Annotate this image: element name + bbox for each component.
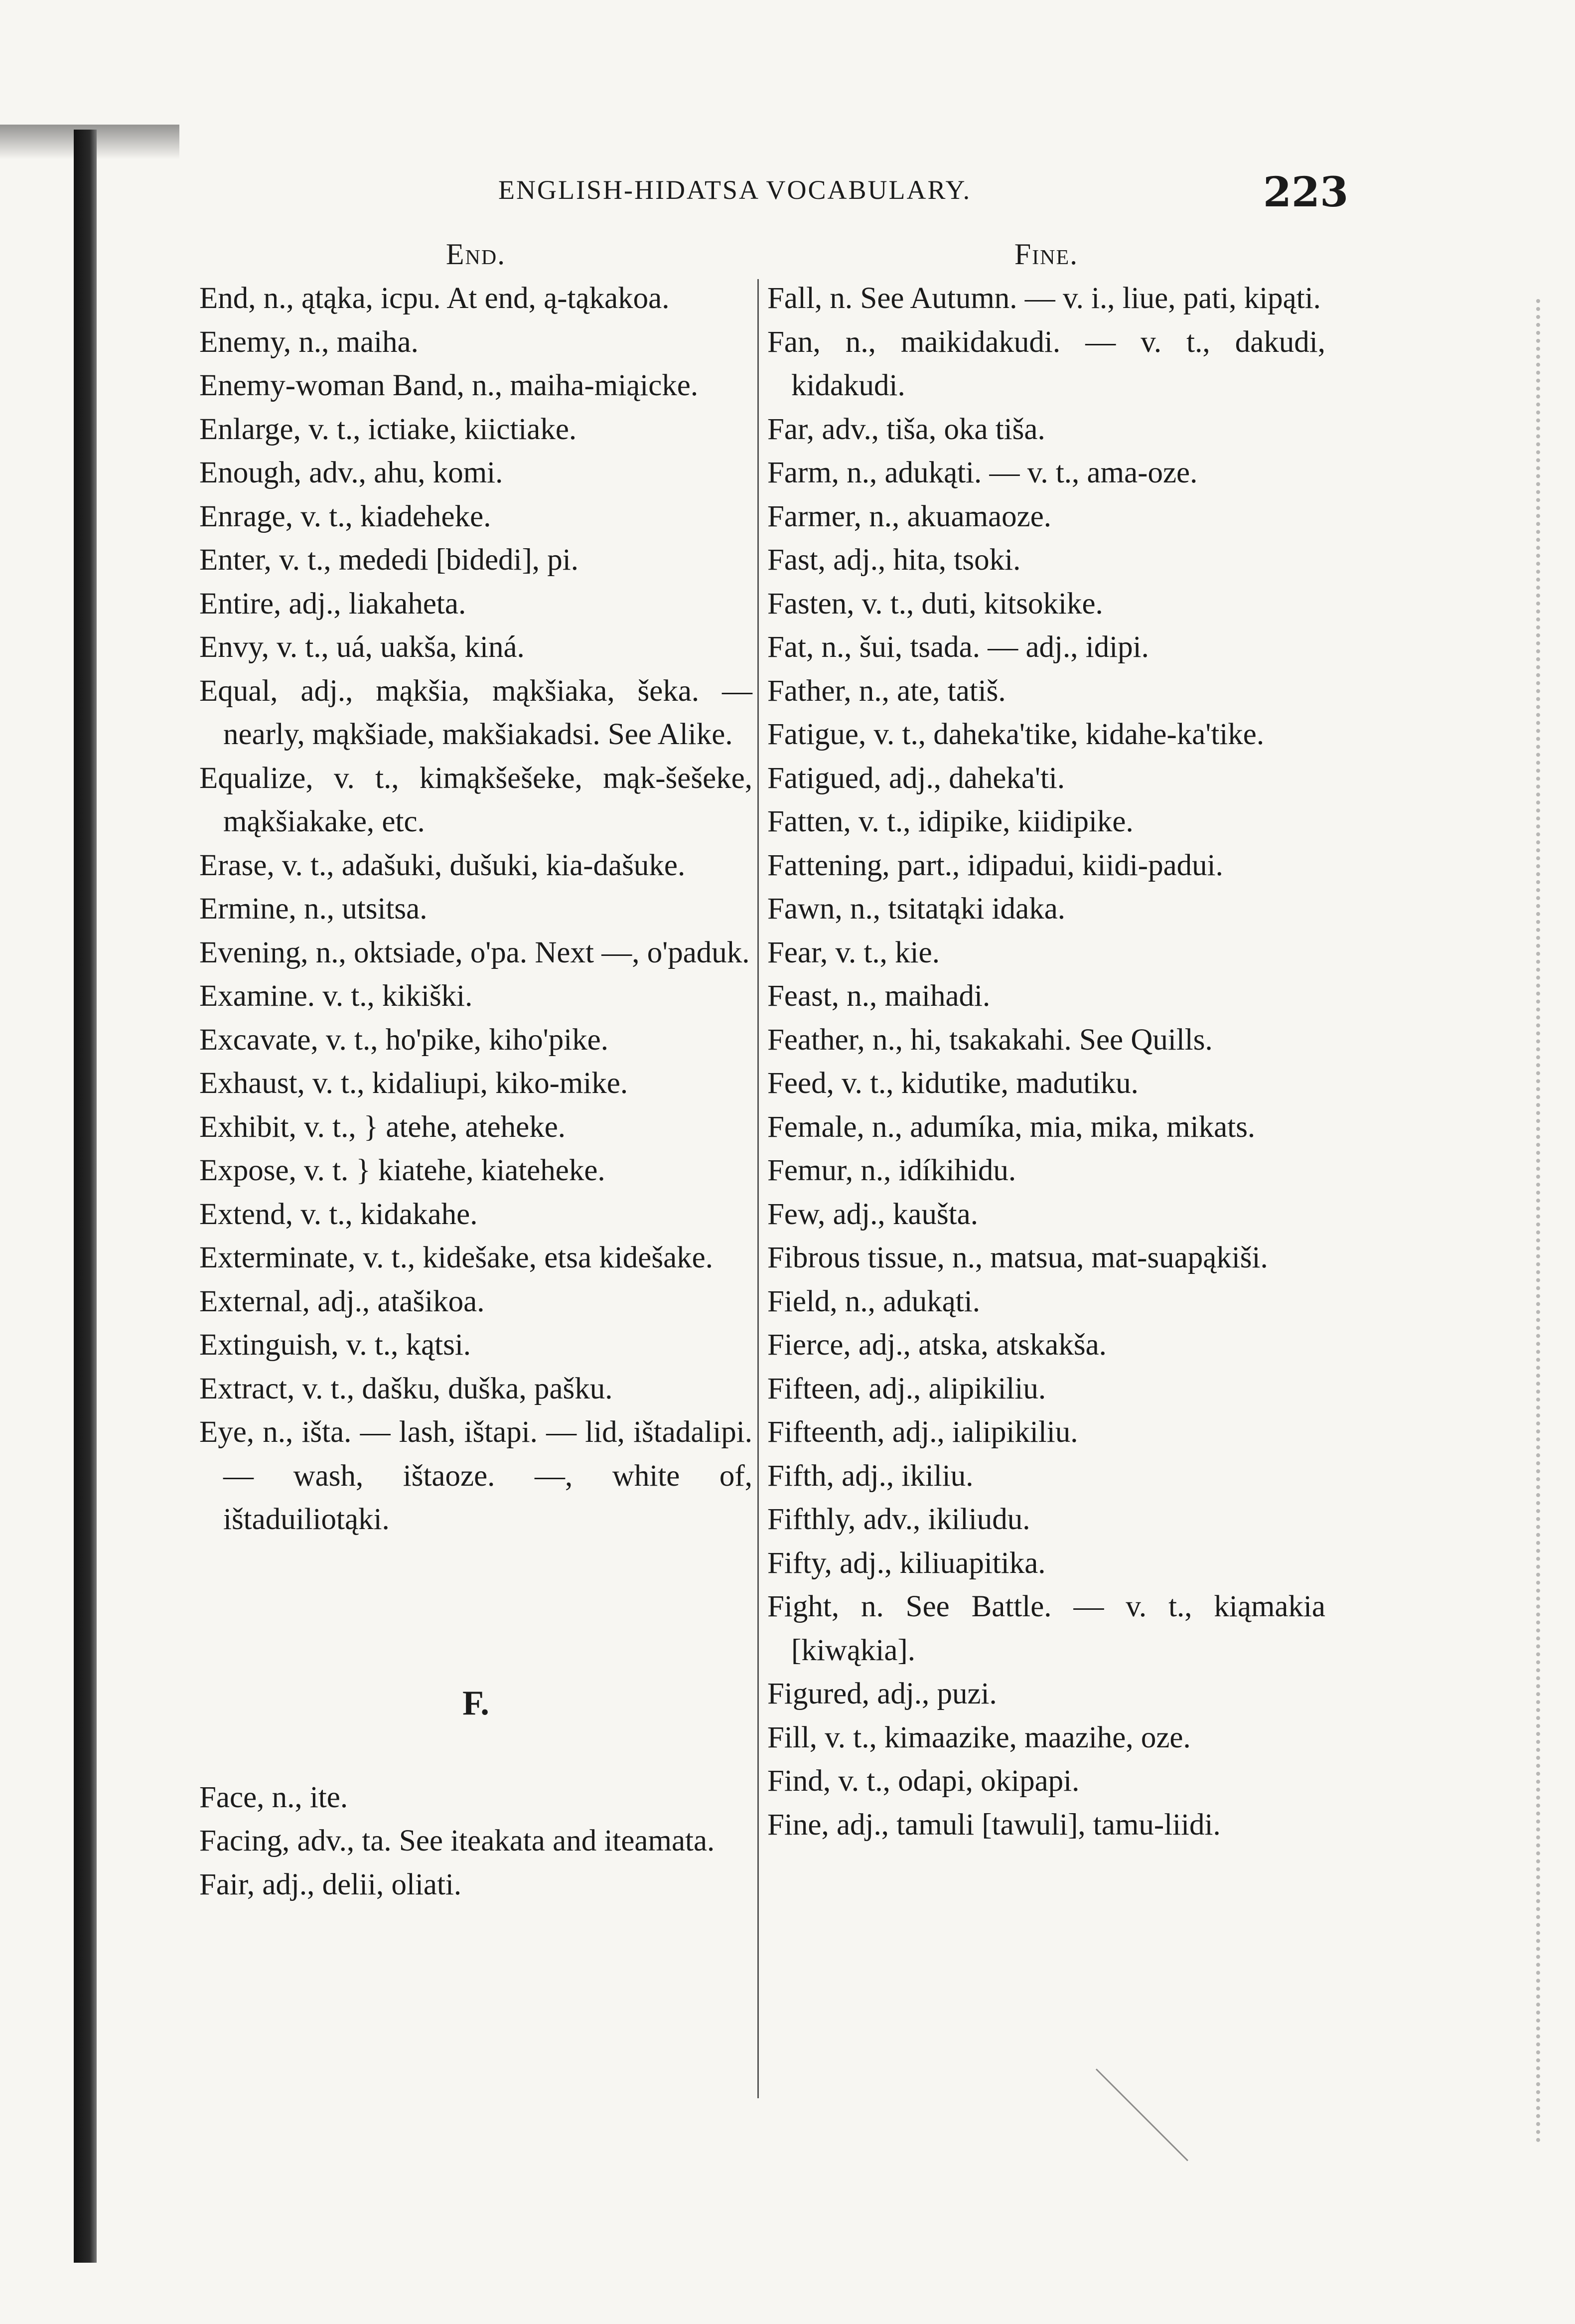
dictionary-entry: Fan, n., maikidakudi. — v. t., dakudi, kidakudi.	[767, 325, 1325, 402]
dictionary-entry: Equalize, v. t., kimąkšešeke, mąk-šešeke, mąkšiakake, etc.	[199, 761, 752, 838]
right-edge-marks	[1516, 299, 1540, 2143]
page-number: 223	[1263, 168, 1349, 216]
dictionary-entry: Fasten, v. t., duti, kitsokike.	[767, 587, 1103, 620]
dictionary-entry: Enough, adv., ahu, komi.	[199, 456, 503, 489]
stray-pencil-mark	[1096, 2068, 1188, 2161]
dictionary-entry: Fawn, n., tsitatąki idaka.	[767, 892, 1066, 926]
dictionary-entry: Equal, adj., mąkšia, mąkšiaka, šeka. — nearly, mąkšiade, makšiakadsi. See Alike.	[199, 674, 752, 751]
dictionary-entry: Excavate, v. t., ho'pike, kiho'pike.	[199, 1023, 608, 1057]
dictionary-entry: Female, n., adumíka, mia, mika, mikats.	[767, 1110, 1256, 1144]
dictionary-entry: Fat, n., šui, tsada. — adj., idipi.	[767, 630, 1149, 664]
dictionary-entry: Far, adv., tiša, oka tiša.	[767, 412, 1045, 446]
section-letter-heading: F.	[462, 1684, 489, 1722]
left-entry-list-f	[199, 1776, 752, 1907]
dictionary-entry: Eye, n., išta. — lash, ištapi. — lid, ištadalipi. — wash, ištaoze. —, white of, ištaduiliotąki.	[199, 1415, 752, 1536]
dictionary-entry: Fight, n. See Battle. — v. t., kiąmakia [kiwąkia].	[767, 1590, 1325, 1667]
dictionary-entry: Feather, n., hi, tsakakahi. See Quills.	[767, 1023, 1213, 1057]
dictionary-entry: Fine, adj., tamuli [tawuli], tamu-liidi.	[767, 1808, 1221, 1842]
dictionary-entry: Farmer, n., akuamaoze.	[767, 499, 1052, 533]
dictionary-entry: Fierce, adj., atska, atskakša.	[767, 1328, 1107, 1362]
dictionary-entry: Fifthly, adv., ikiliudu.	[767, 1503, 1030, 1536]
dictionary-entry: Fifteen, adj., alipikiliu.	[767, 1372, 1046, 1405]
dictionary-entry: Erase, v. t., adašuki, dušuki, kia-dašuke.	[199, 848, 686, 882]
dictionary-entry: Extend, v. t., kidakahe.	[199, 1197, 478, 1231]
dictionary-entry: Fatten, v. t., idipike, kiidipike.	[767, 805, 1134, 838]
dictionary-entry: Fifty, adj., kiliuapitika.	[767, 1546, 1046, 1580]
dictionary-entry: Feast, n., maihadi.	[767, 979, 991, 1013]
dictionary-entry: Facing, adv., ta. See iteakata and iteamata.	[199, 1824, 715, 1858]
binding-edge	[74, 130, 97, 2263]
column-rule	[757, 279, 759, 2098]
dictionary-entry: Fibrous tissue, n., matsua, mat-suapąkiši.	[767, 1241, 1268, 1274]
dictionary-entry: Fattening, part., idipadui, kiidi-padui.	[767, 848, 1223, 882]
running-title: ENGLISH-HIDATSA VOCABULARY.	[498, 175, 972, 205]
dictionary-entry: Extract, v. t., dašku, duška, pašku.	[199, 1372, 613, 1405]
dictionary-entry: Enrage, v. t., kiadeheke.	[199, 499, 491, 533]
dictionary-entry: Fatigued, adj., daheka'ti.	[767, 761, 1065, 795]
dictionary-entry: Fifteenth, adj., ialipikiliu.	[767, 1415, 1078, 1449]
dictionary-entry: Examine. v. t., kikiški.	[199, 979, 473, 1013]
dictionary-entry: Enter, v. t., mededi [bidedi], pi.	[199, 543, 578, 577]
left-guide-word: End.	[445, 238, 506, 271]
right-entry-list	[767, 277, 1325, 1847]
dictionary-entry: Figured, adj., puzi.	[767, 1677, 997, 1710]
dictionary-entry: Exhibit, v. t., } atehe, ateheke.	[199, 1110, 566, 1144]
dictionary-entry: Fatigue, v. t., daheka'tike, kidahe-ka'tike.	[767, 718, 1265, 751]
dictionary-entry: Evening, n., oktsiade, o'pa. Next —, o'paduk.	[199, 935, 750, 969]
right-guide-word: Fine.	[1014, 238, 1079, 271]
dictionary-entry: Fill, v. t., kimaazike, maazihe, oze.	[767, 1720, 1191, 1754]
dictionary-entry: External, adj., atašikoa.	[199, 1284, 485, 1318]
dictionary-entry: Fifth, adj., ikiliu.	[767, 1459, 974, 1493]
dictionary-entry: Fall, n. See Autumn. — v. i., liue, pati, kipąti.	[767, 282, 1321, 315]
dictionary-entry: Few, adj., kaušta.	[767, 1197, 978, 1231]
dictionary-entry: Envy, v. t., uá, uakša, kiná.	[199, 630, 525, 664]
dictionary-entry: Fast, adj., hita, tsoki.	[767, 543, 1021, 577]
dictionary-entry: Fear, v. t., kie.	[767, 935, 940, 969]
dictionary-entry: Ermine, n., utsitsa.	[199, 892, 428, 926]
dictionary-entry: Farm, n., adukąti. — v. t., ama-oze.	[767, 456, 1198, 489]
dictionary-entry: Exterminate, v. t., kidešake, etsa kidešake.	[199, 1241, 713, 1274]
dictionary-entry: End, n., ątąka, icpu. At end, ą-tąkakoa.	[199, 282, 670, 315]
dictionary-entry: Find, v. t., odapi, okipapi.	[767, 1764, 1080, 1798]
dictionary-entry: Fair, adj., delii, oliati.	[199, 1867, 462, 1901]
left-entry-list	[199, 277, 752, 1542]
dictionary-entry: Enemy, n., maiha.	[199, 325, 419, 359]
dictionary-entry: Face, n., ite.	[199, 1780, 348, 1814]
dictionary-entry: Expose, v. t. } kiatehe, kiateheke.	[199, 1154, 605, 1187]
dictionary-entry: Femur, n., idíkihidu.	[767, 1154, 1016, 1187]
dictionary-entry: Extinguish, v. t., kątsi.	[199, 1328, 471, 1362]
dictionary-entry: Enlarge, v. t., ictiake, kiictiake.	[199, 412, 577, 446]
left-column	[199, 232, 752, 1906]
dictionary-entry: Enemy-woman Band, n., maiha-miąicke.	[199, 369, 699, 402]
right-column	[767, 232, 1325, 1847]
dictionary-entry: Field, n., adukąti.	[767, 1284, 980, 1318]
dictionary-entry: Exhaust, v. t., kidaliupi, kiko-mike.	[199, 1067, 628, 1100]
dictionary-entry: Father, n., ate, tatiš.	[767, 674, 1006, 708]
dictionary-entry: Feed, v. t., kidutike, madutiku.	[767, 1067, 1139, 1100]
dictionary-entry: Entire, adj., liakaheta.	[199, 587, 466, 620]
